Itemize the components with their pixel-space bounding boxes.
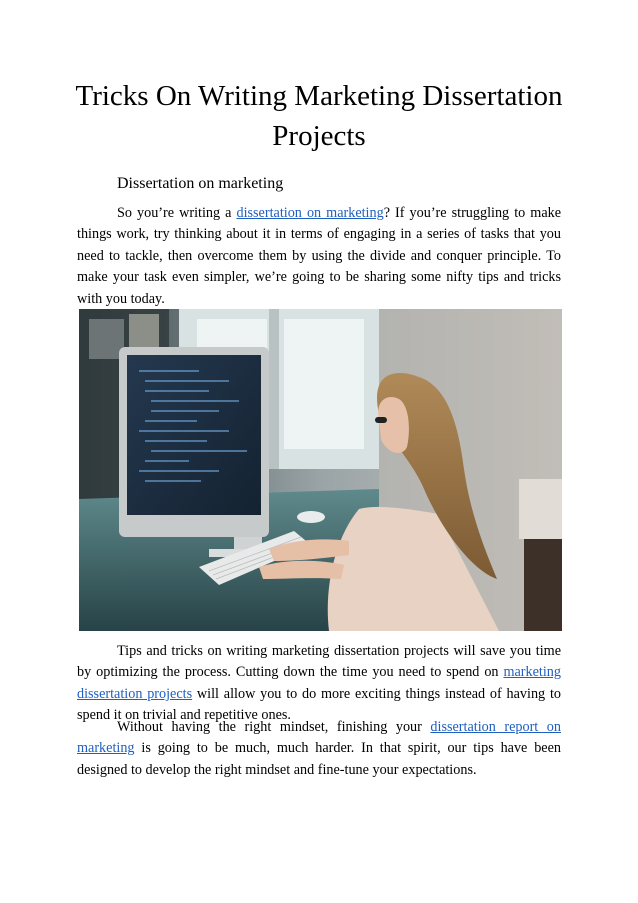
p3-text-before: Without having the right mindset, finishing your bbox=[117, 719, 431, 735]
dissertation-on-marketing-link[interactable]: dissertation on marketing bbox=[236, 205, 384, 221]
p2-text-before: Tips and tricks on writing marketing dissertation projects will save you time by optimizing the process. Cutting down the time you need to spend on bbox=[77, 643, 561, 681]
mindset-paragraph bbox=[77, 717, 561, 781]
p2-text-after: will allow you to do more exciting things instead of having to spend it on trivial and repetitive ones. bbox=[77, 685, 561, 724]
intro-paragraph bbox=[77, 203, 561, 310]
marketing-dissertation-projects-link[interactable]: marketing dissertation projects bbox=[77, 664, 561, 702]
p1-text-before: So you’re writing a bbox=[117, 205, 237, 221]
page-title: Tricks On Writing Marketing Dissertation Projects bbox=[75, 80, 563, 152]
section-subheading: Dissertation on marketing bbox=[117, 175, 284, 192]
tips-paragraph bbox=[77, 641, 561, 727]
dissertation-report-on-marketing-link[interactable]: dissertation report on marketing bbox=[77, 719, 561, 757]
woman-at-computer-photo bbox=[79, 309, 562, 631]
p1-text-after: ? If you’re struggling to make things work, try thinking about it in terms of engaging in a series of tasks that you need to tackle, then overcome them by using the divide and conquer principle. To make your task even simpler, we’re going to be sharing some nifty tips and tricks with you today. bbox=[77, 205, 562, 307]
p3-text-after: is going to be much, much harder. In that spirit, our tips have been designed to develop the right mindset and fine-tune your expectations. bbox=[77, 740, 561, 778]
